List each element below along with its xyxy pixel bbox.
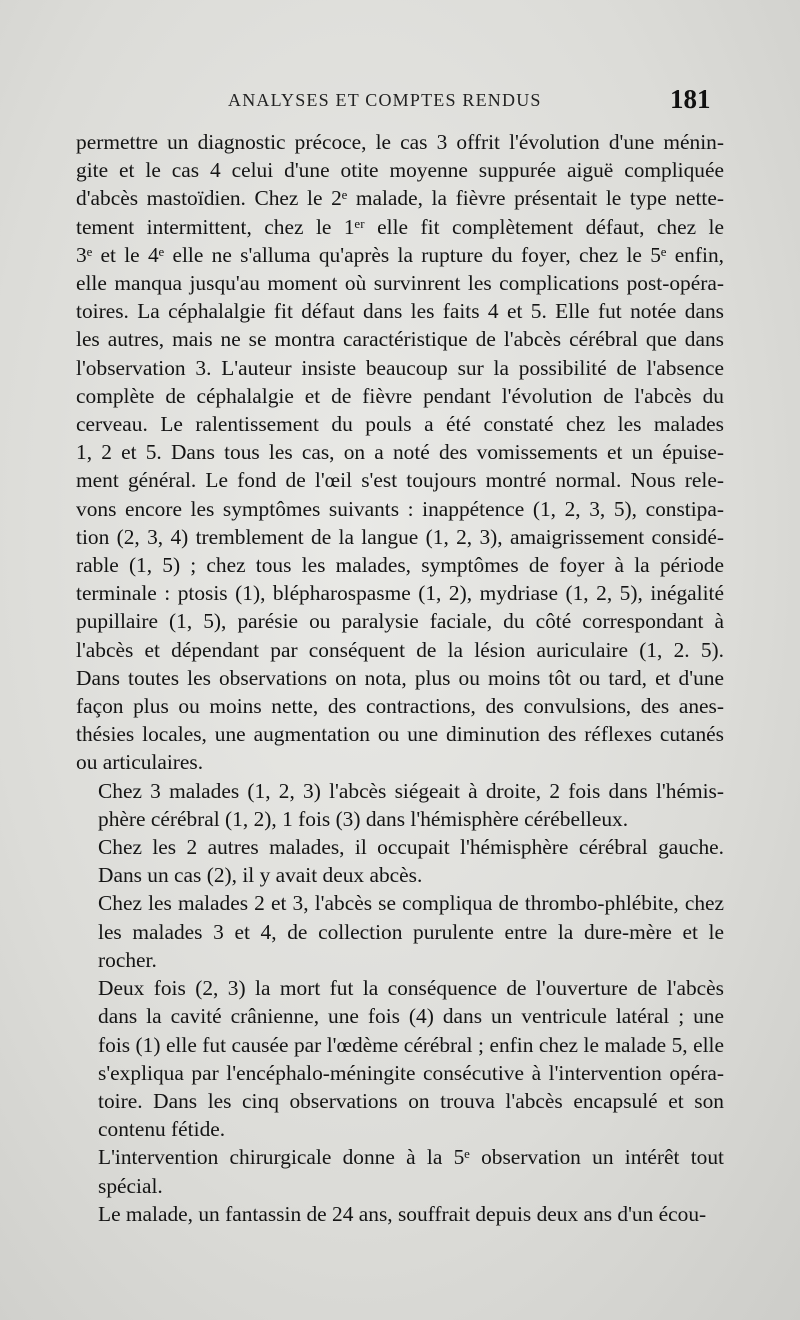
page-header: [0, 84, 800, 118]
text-line: 3ᵉ et le 4ᵉ elle ne s'alluma qu'après la rupture du foyer, chez le 5ᵉ enfin,: [76, 242, 724, 267]
text-line: l'abcès et dépendant par conséquent de la lésion auriculaire (1, 2. 5).: [76, 637, 724, 662]
text-line: les malades 3 et 4, de collection purulente entre la dure-mère et le: [98, 919, 724, 944]
text-line: fois (1) elle fut causée par l'œdème cérébral ; enfin chez le malade 5, elle: [98, 1032, 724, 1057]
text-line: les autres, mais ne se montra caractéristique de l'abcès cérébral que dans: [76, 327, 724, 352]
text-line: Dans toutes les observations on nota, plus ou moins tôt ou tard, et d'une: [76, 665, 724, 690]
text-line: façon plus ou moins nette, des contractions, des convulsions, des anes-: [76, 694, 724, 719]
text-line: d'abcès mastoïdien. Chez le 2ᵉ malade, la fièvre présentait le type nette-: [76, 186, 724, 211]
text-line: ou articulaires.: [76, 750, 204, 775]
text-line: L'intervention chirurgicale donne à la 5ᵉ observation un intérêt tout: [98, 1145, 724, 1170]
body-text: [76, 128, 724, 1228]
text-line: contenu fétide.: [98, 1117, 226, 1142]
text-line: toire. Dans les cinq observations on trouva l'abcès encapsulé et son: [98, 1088, 724, 1113]
text-line: tement intermittent, chez le 1ᵉʳ elle fit complètement défaut, chez le: [76, 214, 724, 239]
paragraph: [76, 777, 724, 833]
text-line: Chez 3 malades (1, 2, 3) l'abcès siégeait à droite, 2 fois dans l'hémis-: [98, 778, 724, 803]
text-line: rocher.: [98, 947, 157, 972]
paragraph: [76, 889, 724, 974]
text-line: elle manqua jusqu'au moment où survinrent les complications post-opéra-: [76, 271, 724, 296]
paragraph: [76, 1143, 724, 1199]
text-line: Le malade, un fantassin de 24 ans, souffrait depuis deux ans d'un écou-: [98, 1201, 707, 1226]
text-line: thésies locales, une augmentation ou une diminution des réflexes cutanés: [76, 722, 724, 747]
paragraph: [76, 974, 724, 1143]
text-line: toires. La céphalalgie fit défaut dans les faits 4 et 5. Elle fut notée dans: [76, 299, 724, 324]
text-line: phère cérébral (1, 2), 1 fois (3) dans l'hémisphère cérébelleux.: [98, 806, 629, 831]
text-line: rable (1, 5) ; chez tous les malades, symptômes de foyer à la période: [76, 553, 724, 578]
text-line: cerveau. Le ralentissement du pouls a été constaté chez les malades: [76, 412, 724, 437]
text-line: tion (2, 3, 4) tremblement de la langue (1, 2, 3), amaigrissement considé-: [76, 524, 724, 549]
text-line: dans la cavité crânienne, une fois (4) dans un ventricule latéral ; une: [98, 1004, 724, 1029]
text-line: complète de céphalalgie et de fièvre pendant l'évolution de l'abcès du: [76, 383, 724, 408]
text-line: Deux fois (2, 3) la mort fut la conséquence de l'ouverture de l'abcès: [98, 976, 724, 1001]
running-title: ANALYSES ET COMPTES RENDUS: [228, 90, 542, 110]
text-line: gite et le cas 4 celui d'une otite moyenne suppurée aiguë compliquée: [76, 158, 724, 183]
text-line: s'expliqua par l'encéphalo-méningite consécutive à l'intervention opéra-: [98, 1060, 724, 1085]
text-line: pupillaire (1, 5), parésie ou paralysie faciale, du côté correspondant à: [76, 609, 724, 634]
paragraph: [76, 128, 724, 777]
text-line: 1, 2 et 5. Dans tous les cas, on a noté des vomissements et un épuise-: [76, 440, 724, 465]
text-line: terminale : ptosis (1), blépharospasme (1, 2), mydriase (1, 2, 5), inégalité: [76, 581, 724, 606]
text-line: Chez les 2 autres malades, il occupait l'hémisphère cérébral gauche.: [98, 835, 724, 860]
text-line: permettre un diagnostic précoce, le cas 3 offrit l'évolution d'une ménin-: [76, 130, 724, 154]
page-number: 181: [670, 84, 711, 114]
text-line: ment général. Le fond de l'œil s'est toujours montré normal. Nous rele-: [76, 468, 724, 493]
text-line: vons encore les symptômes suivants : inappétence (1, 2, 3, 5), constipa-: [76, 496, 724, 521]
text-line: spécial.: [98, 1173, 163, 1198]
text-line: l'observation 3. L'auteur insiste beaucoup sur la possibilité de l'absence: [76, 355, 724, 380]
paragraph: [76, 833, 724, 889]
text-line: Dans un cas (2), il y avait deux abcès.: [98, 863, 423, 888]
text-line: Chez les malades 2 et 3, l'abcès se compliqua de thrombo-phlébite, chez: [98, 891, 724, 916]
paragraph: [76, 1200, 724, 1228]
